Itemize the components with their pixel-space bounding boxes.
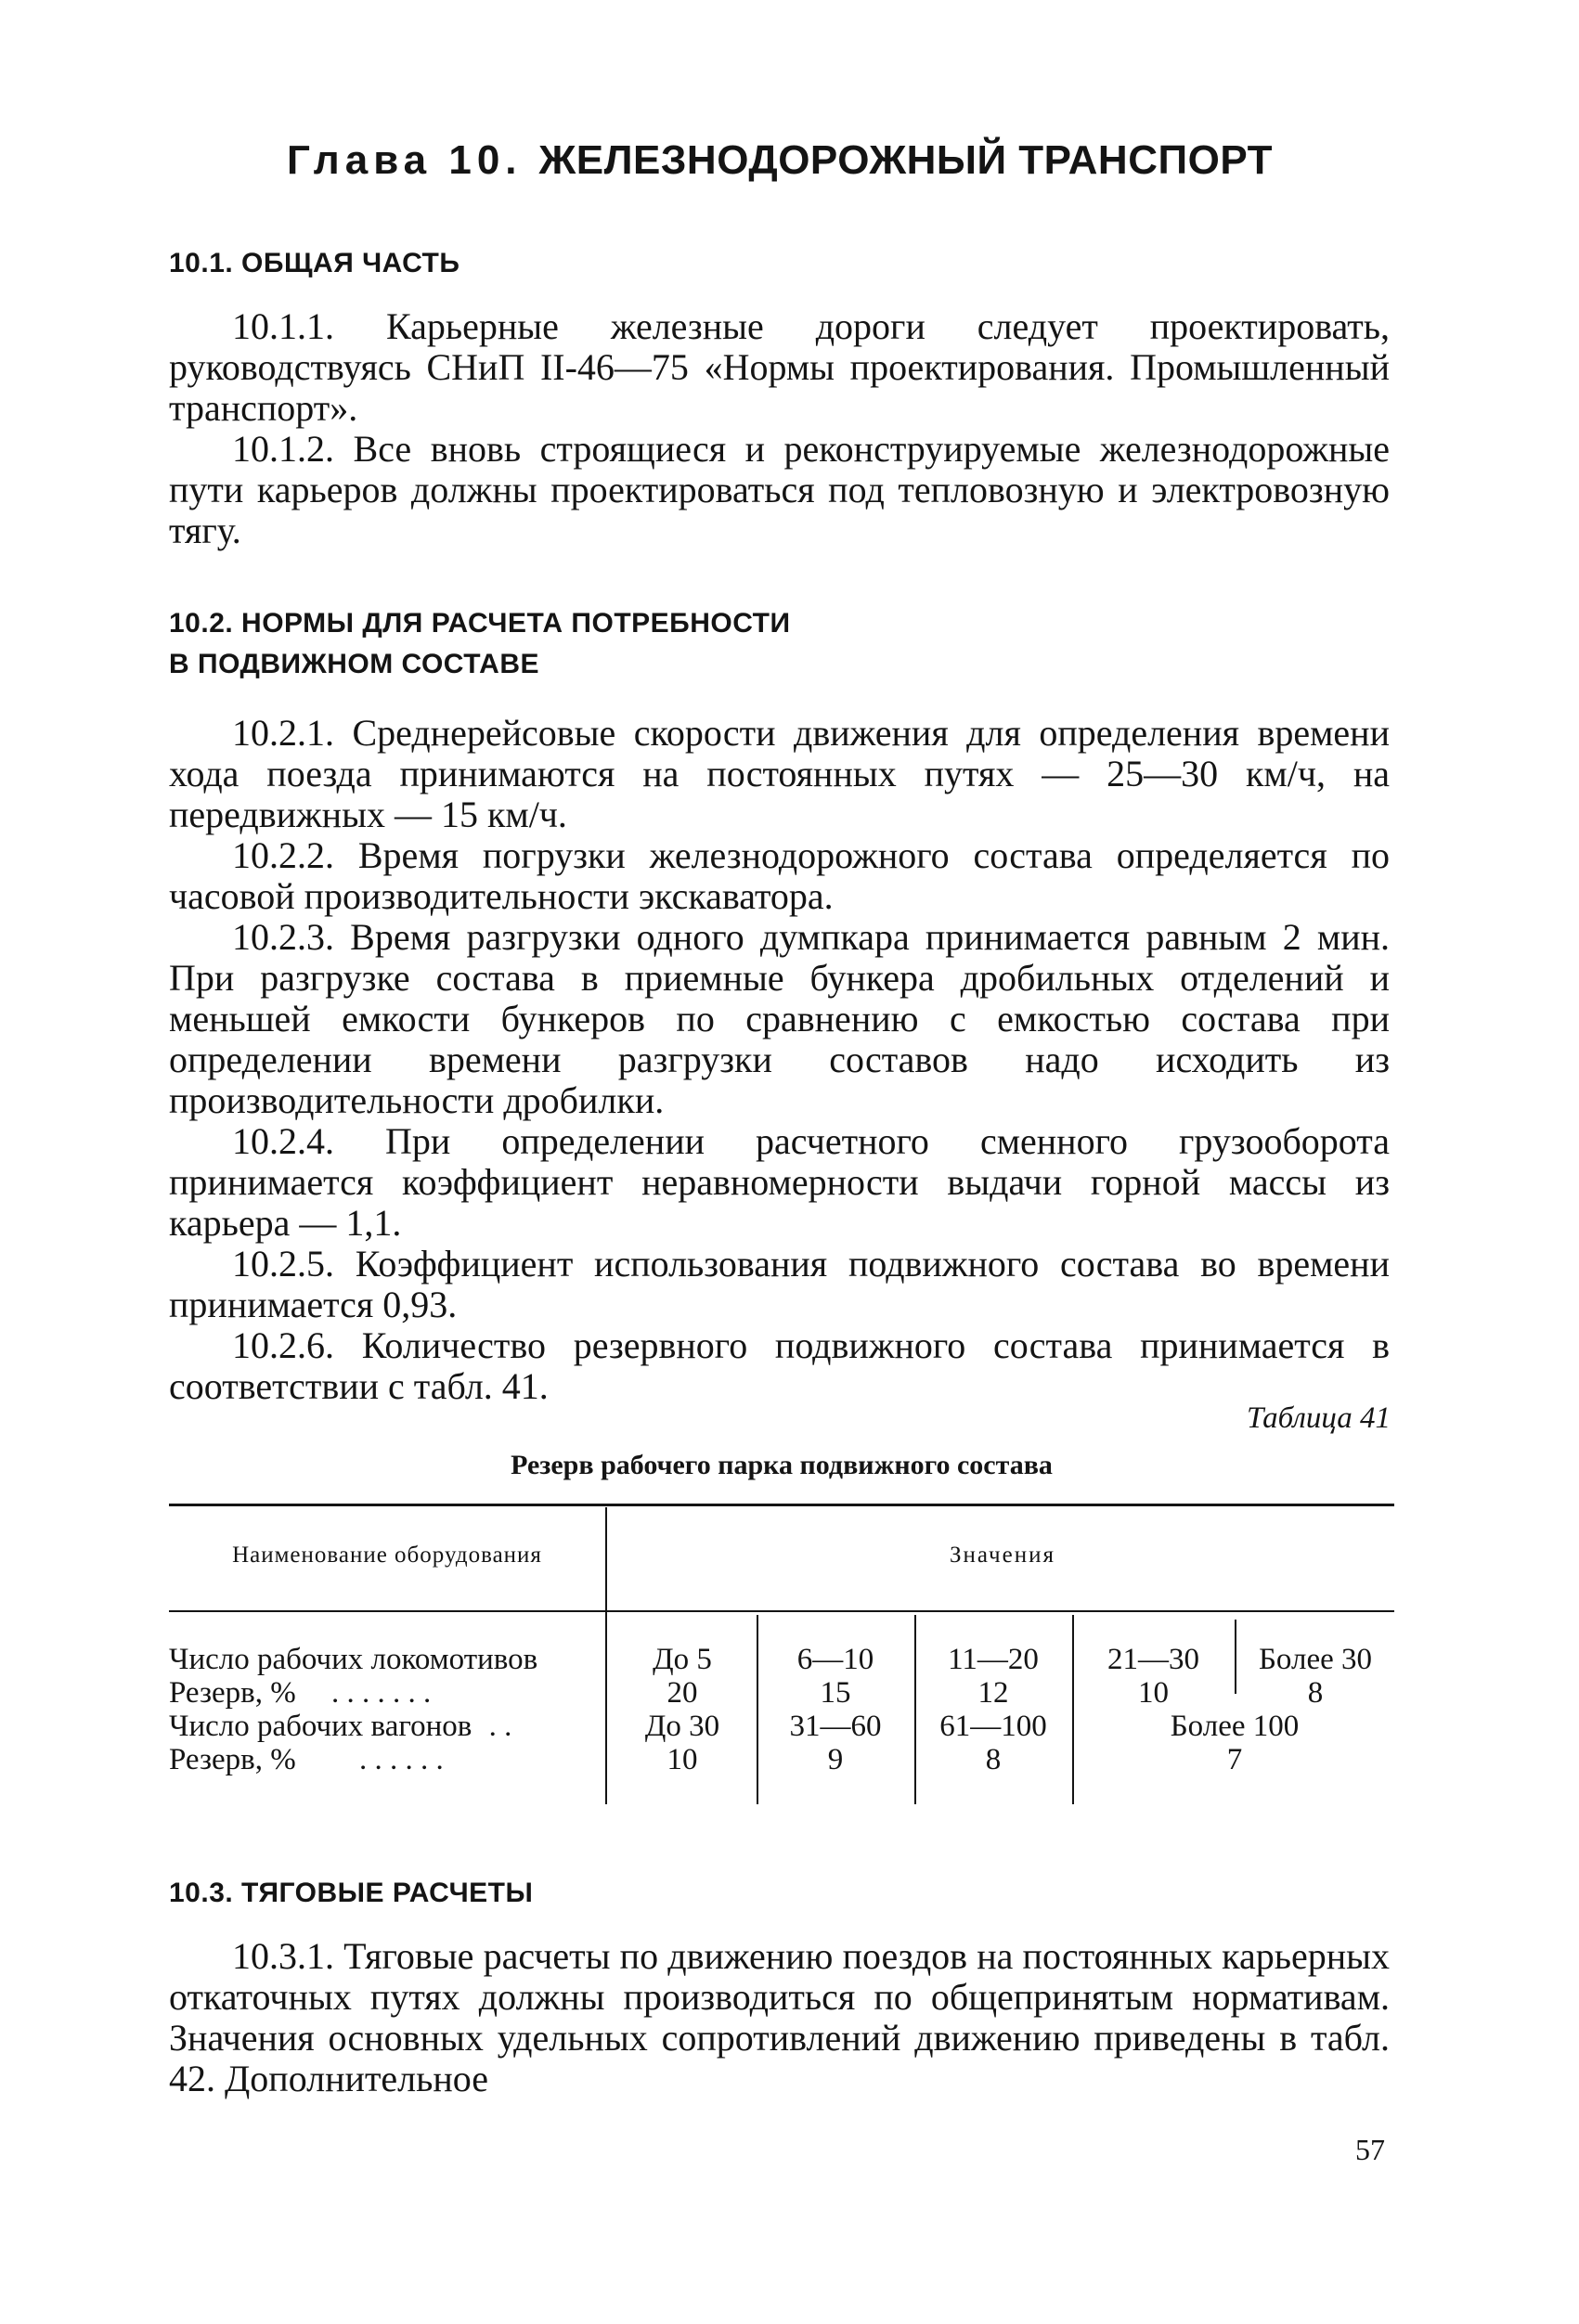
table-cell: 10 [1138,1676,1169,1710]
table-cell: 7 [1226,1743,1243,1776]
table-header-rule [169,1610,1394,1612]
table-cell: 8 [1307,1676,1324,1710]
row-label-text: Резерв, % [169,1676,296,1710]
section-heading-10-2 [169,603,791,685]
table-divider [914,1615,916,1804]
table-row-label [169,1743,591,1776]
table-cell: 10 [667,1743,698,1776]
section-heading-10-2-line1: 10.2. НОРМЫ ДЛЯ РАСЧЕТА ПОТРЕБНОСТИ [169,608,791,639]
table-row-label: Число рабочих локомотивов [169,1643,538,1676]
paragraph-10-2-6: 10.2.6. Количество резервного подвижного состава принимается в соответствии с табл. 41. [169,1324,1390,1407]
column-header-values: Значения [950,1543,1055,1568]
table-cell: 20 [667,1676,698,1710]
chapter-title-text: ЖЕЛЕЗНОДОРОЖНЫЙ ТРАНСПОРТ [538,137,1273,183]
table-top-rule [169,1504,1394,1506]
table-cell: 8 [985,1743,1002,1776]
paragraph-10-1-2: 10.1.2. Все вновь строящиеся и реконструируемые железнодорожные пути карьеров должны проектироваться под тепловозную и электровозную тягу. [169,428,1390,551]
table-cell: До 5 [653,1643,712,1676]
table-cell: До 30 [644,1710,720,1743]
table-cell: 12 [977,1676,1009,1710]
paragraph-10-1-1: 10.1.1. Карьерные железные дороги следует проектировать, руководствуясь СНиП II-46—75 «Нормы проектирования. Промышленный транспорт». [169,305,1390,429]
table-cell: 9 [827,1743,844,1776]
section-heading-10-1: 10.1. ОБЩАЯ ЧАСТЬ [169,248,460,278]
paragraph-10-3-1: 10.3.1. Тяговые расчеты по движению поездов на постоянных карьерных откаточных путях должны производиться по общепринятым нормативам. Значения основных удельных сопротивлений движению приведены в табл. 42. Дополнительное [169,1935,1390,2099]
table-divider [757,1615,758,1804]
table-cell: 21—30 [1107,1643,1199,1676]
page-number: 57 [1355,2133,1385,2166]
paragraph-10-2-1: 10.2.1. Среднерейсовые скорости движения для определения времени хода поезда принимаются на постоянных путях — 25—30 км/ч, на передвижных — 15 км/ч. [169,712,1390,835]
table-row-label [169,1710,591,1743]
section-heading-10-3: 10.3. ТЯГОВЫЕ РАСЧЕТЫ [169,1878,534,1908]
section-heading-10-2-line2: В ПОДВИЖНОМ СОСТАВЕ [169,649,539,679]
row-label-leader: . . [488,1710,512,1743]
chapter-prefix: Глава 10. [287,137,523,183]
table-cell: 61—100 [939,1710,1047,1743]
table-label: Таблица 41 [1247,1401,1391,1435]
table-cell: Более 100 [1170,1710,1300,1743]
row-label-text: Число рабочих вагонов [169,1710,472,1743]
table-caption: Резерв рабочего парка подвижного состава [511,1450,1053,1480]
chapter-title [167,137,1392,184]
table-divider-main [605,1507,607,1804]
paragraph-10-2-2: 10.2.2. Время погрузки железнодорожного состава определяется по часовой производительности экскаватора. [169,834,1390,917]
paragraph-10-2-5: 10.2.5. Коэффициент использования подвижного состава во времени принимается 0,93. [169,1243,1390,1325]
row-label-text: Резерв, % [169,1743,296,1776]
paragraph-10-2-4: 10.2.4. При определении расчетного сменного грузооборота принимается коэффициент неравномерности выдачи горной массы из карьера — 1,1. [169,1120,1390,1244]
table-cell: 31—60 [789,1710,882,1743]
table-cell: Более 30 [1258,1643,1373,1676]
table-cell: 6—10 [796,1643,874,1676]
column-header-name: Наименование оборудования [232,1543,542,1568]
paragraph-10-2-3: 10.2.3. Время разгрузки одного думпкара принимается равным 2 мин. При разгрузке состава в приемные бункера дробильных отделений и меньшей емкости бункеров по сравнению с емкостью состава при определении времени разгрузки составов надо исходить из производительности дробилки. [169,916,1390,1121]
table-cell: 15 [820,1676,851,1710]
row-label-leader: . . . . . . . [330,1676,432,1710]
row-label-leader: . . . . . . [358,1743,444,1776]
table-cell: 11—20 [948,1643,1039,1676]
table-row-label [169,1676,591,1710]
table-divider [1235,1620,1236,1694]
table-divider [1072,1615,1074,1804]
